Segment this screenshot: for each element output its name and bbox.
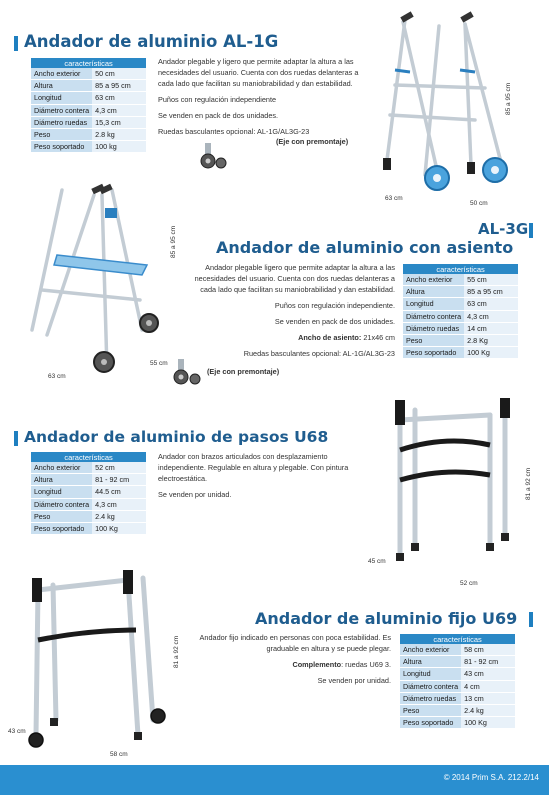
- spec-label: Peso: [403, 334, 464, 346]
- specs-table-u68: [31, 452, 146, 535]
- desc-text: Andador plegable y ligero que permite adaptar la altura a las necesidades del usuario. Cuenta con dos ruedas delanteras a cada lado que facilitan su maniobrabilidad y dan estabilidad.: [158, 57, 359, 88]
- spec-row: [403, 286, 518, 298]
- spec-value: 2.8 kg: [92, 128, 146, 140]
- spec-value: 63 cm: [92, 92, 146, 104]
- spec-row: [31, 486, 146, 498]
- spec-label: Diámetro contera: [403, 310, 464, 322]
- dimension-width-al1g: 50 cm: [470, 200, 488, 207]
- spec-label: Peso soportado: [400, 717, 461, 729]
- product-title-u68: Andador de aluminio de pasos U68: [24, 428, 329, 446]
- description-al3g: [185, 262, 395, 359]
- specs-table-u69: [400, 634, 515, 729]
- desc-text: Ruedas basculantes opcional: AL-1G/AL3G-23: [243, 349, 395, 358]
- spec-value: 100 Kg: [92, 522, 146, 534]
- description-u69: [186, 632, 391, 686]
- spec-row: [31, 510, 146, 522]
- dimension-height-u69: 81 a 92 cm: [173, 635, 180, 668]
- spec-label: Diámetro contera: [31, 104, 92, 116]
- specs-table-al3g: [403, 264, 518, 359]
- accessory-note: (Eje con premontaje): [276, 137, 349, 146]
- complement: [186, 659, 391, 670]
- product-title-al1g: Andador de aluminio AL-1G: [24, 32, 279, 51]
- spec-row: [403, 322, 518, 334]
- dimension-width-u69: 58 cm: [110, 751, 128, 758]
- desc-text: Se venden por unidad.: [158, 490, 232, 499]
- spec-label: Diámetro ruedas: [31, 116, 92, 128]
- spec-row: [31, 522, 146, 534]
- spec-row: [31, 128, 146, 140]
- spec-value: 100 Kg: [461, 717, 515, 729]
- spec-label: Peso soportado: [31, 522, 92, 534]
- spec-value: 81 - 92 cm: [461, 656, 515, 668]
- walker-al1g-image: [375, 10, 525, 195]
- desc-text: Se venden en pack de dos unidades.: [158, 111, 279, 120]
- complement-value: : ruedas U69 3.: [341, 660, 391, 669]
- desc-text: Andador con brazos articulados con desplazamiento independiente. Regulable en altura y plegable. Con pintura electroestática.: [158, 452, 349, 483]
- section-accent-bar: [14, 36, 18, 51]
- spec-label: Altura: [31, 80, 92, 92]
- spec-value: 44.5 cm: [92, 486, 146, 498]
- spec-label: Peso: [400, 704, 461, 716]
- dimension-width-u68: 52 cm: [460, 580, 478, 587]
- dimension-height-al1g: 85 a 95 cm: [505, 82, 512, 115]
- section-accent-bar: [14, 431, 18, 446]
- footer-bar: [0, 765, 549, 795]
- spec-label: Peso soportado: [403, 347, 464, 359]
- spec-value: 2.4 kg: [461, 704, 515, 716]
- specs-table-header: características: [31, 452, 146, 462]
- spec-value: 50 cm: [92, 68, 146, 80]
- spec-label: Diámetro ruedas: [403, 322, 464, 334]
- specs-table-al1g: [31, 58, 146, 153]
- spec-label: Altura: [403, 286, 464, 298]
- spec-value: 14 cm: [464, 322, 518, 334]
- spec-row: [403, 347, 518, 359]
- desc-text: Se venden en pack de dos unidades.: [274, 317, 395, 326]
- spec-row: [400, 668, 515, 680]
- dimension-width-al3g: 63 cm: [48, 373, 66, 380]
- specs-table-header: características: [400, 634, 515, 644]
- spec-label: Diámetro contera: [31, 498, 92, 510]
- seat-width: [185, 332, 395, 343]
- spec-value: 81 - 92 cm: [92, 474, 146, 486]
- accessory-note: (Eje con premontaje): [207, 367, 280, 376]
- dimension-height-al3g: 85 a 95 cm: [170, 225, 177, 258]
- desc-text: Ruedas basculantes opcional: AL-1G/AL3G-23: [158, 127, 310, 136]
- spec-value: 58 cm: [461, 644, 515, 656]
- spec-label: Diámetro contera: [400, 680, 461, 692]
- walker-u68-image: [385, 395, 515, 565]
- section-accent-bar: [529, 612, 533, 627]
- spec-value: 85 a 95 cm: [92, 80, 146, 92]
- spec-value: 4,3 cm: [464, 310, 518, 322]
- spec-row: [403, 310, 518, 322]
- spec-row: [400, 644, 515, 656]
- spec-row: [403, 334, 518, 346]
- desc-text: Andador fijo indicado en personas con poca estabilidad. Es graduable en altura y se puede plegar.: [199, 633, 391, 653]
- spec-row: [400, 680, 515, 692]
- spec-label: Longitud: [31, 92, 92, 104]
- spec-row: [400, 717, 515, 729]
- swivel-wheel-accessory-image: [170, 357, 206, 387]
- spec-row: [31, 462, 146, 474]
- spec-row: [31, 68, 146, 80]
- spec-label: Ancho exterior: [31, 68, 92, 80]
- desc-text: Puños con regulación independiente: [158, 95, 277, 104]
- spec-label: Longitud: [403, 298, 464, 310]
- spec-value: 4,3 cm: [92, 498, 146, 510]
- spec-row: [403, 274, 518, 286]
- spec-label: Altura: [400, 656, 461, 668]
- desc-text: Puños con regulación independiente.: [274, 301, 395, 310]
- spec-row: [400, 692, 515, 704]
- spec-value: 13 cm: [461, 692, 515, 704]
- walker-u69-image: [18, 570, 168, 750]
- spec-row: [31, 92, 146, 104]
- spec-row: [31, 104, 146, 116]
- seat-width-value: 21x46 cm: [361, 333, 395, 342]
- description-al1g: [158, 56, 376, 137]
- spec-value: 63 cm: [464, 298, 518, 310]
- dimension-depth-al3g: 55 cm: [150, 360, 168, 367]
- spec-row: [400, 656, 515, 668]
- spec-value: 2.4 kg: [92, 510, 146, 522]
- spec-label: Altura: [31, 474, 92, 486]
- spec-value: 100 kg: [92, 141, 146, 153]
- dimension-depth-u69: 43 cm: [8, 728, 26, 735]
- spec-row: [31, 116, 146, 128]
- spec-label: Ancho exterior: [403, 274, 464, 286]
- spec-value: 52 cm: [92, 462, 146, 474]
- spec-value: 2.8 Kg: [464, 334, 518, 346]
- seat-width-label: Ancho de asiento:: [298, 333, 362, 342]
- spec-value: 43 cm: [461, 668, 515, 680]
- spec-value: 100 Kg: [464, 347, 518, 359]
- dimension-height-u68: 81 a 92 cm: [525, 467, 532, 500]
- spec-value: 55 cm: [464, 274, 518, 286]
- spec-row: [31, 474, 146, 486]
- spec-label: Ancho exterior: [400, 644, 461, 656]
- spec-label: Peso: [31, 128, 92, 140]
- complement-label: Complemento: [292, 660, 342, 669]
- spec-row: [31, 141, 146, 153]
- product-title-al3g: Andador de aluminio con asiento: [216, 238, 514, 257]
- spec-value: 4,3 cm: [92, 104, 146, 116]
- spec-value: 15,3 cm: [92, 116, 146, 128]
- spec-value: 85 a 95 cm: [464, 286, 518, 298]
- description-u68: [158, 451, 376, 505]
- spec-label: Diámetro ruedas: [400, 692, 461, 704]
- dimension-depth-u68: 45 cm: [368, 558, 386, 565]
- spec-row: [403, 298, 518, 310]
- spec-label: Longitud: [400, 668, 461, 680]
- spec-row: [400, 704, 515, 716]
- product-title-u69: Andador de aluminio fijo U69: [255, 609, 518, 628]
- spec-label: Peso soportado: [31, 141, 92, 153]
- swivel-wheel-accessory-image: [195, 141, 231, 171]
- desc-text: Andador plegable ligero que permite adaptar la altura a las necesidades del usuario. Cuenta con dos ruedas delanteras a cada lado que facilitan su maniobrabilidad y dan estabilidad.: [194, 263, 395, 294]
- specs-table-header: características: [31, 58, 146, 68]
- section-accent-bar: [529, 223, 533, 238]
- spec-row: [31, 80, 146, 92]
- spec-label: Ancho exterior: [31, 462, 92, 474]
- spec-row: [31, 498, 146, 510]
- specs-table-header: características: [403, 264, 518, 274]
- spec-label: Longitud: [31, 486, 92, 498]
- desc-text: Se venden por unidad.: [317, 676, 391, 685]
- product-code-al3g: AL-3G: [478, 220, 529, 238]
- copyright-text: © 2014 Prim S.A. 212.2/14: [443, 773, 539, 782]
- dimension-depth-al1g: 63 cm: [385, 195, 403, 202]
- spec-label: Peso: [31, 510, 92, 522]
- walker-al3g-image: [12, 180, 167, 380]
- spec-value: 4 cm: [461, 680, 515, 692]
